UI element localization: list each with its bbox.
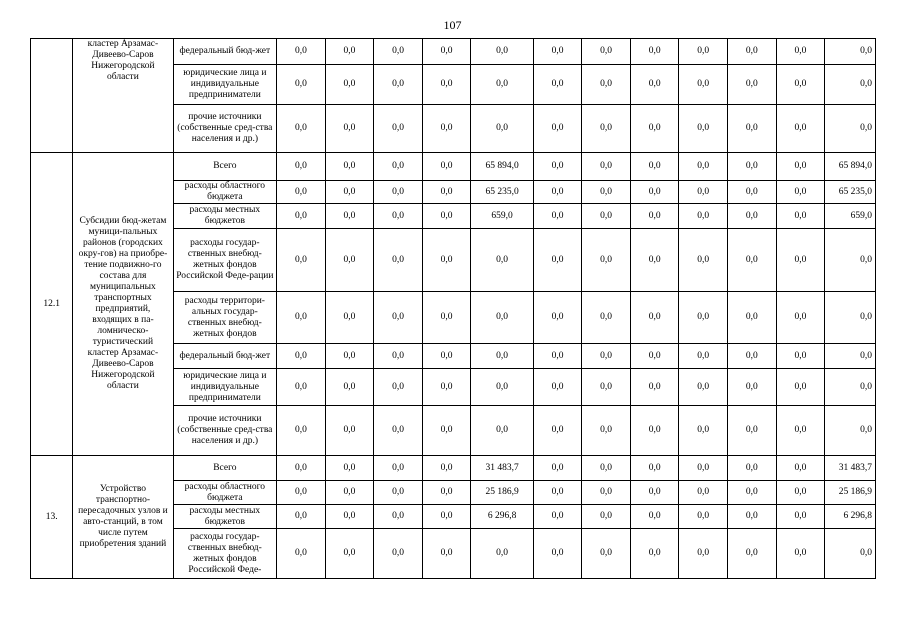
value-cell: 0,0 <box>422 505 471 529</box>
value-cell: 0,0 <box>728 505 777 529</box>
value-cell: 0,0 <box>630 456 679 481</box>
value-cell: 0,0 <box>582 105 631 153</box>
value-cell: 25 186,9 <box>471 481 533 505</box>
value-cell: 0,0 <box>776 344 825 369</box>
value-cell: 0,0 <box>422 229 471 292</box>
value-cell: 0,0 <box>533 204 582 229</box>
value-cell: 0,0 <box>277 181 326 204</box>
value-cell: 0,0 <box>630 39 679 65</box>
value-cell: 0,0 <box>582 204 631 229</box>
value-cell: 0,0 <box>325 369 374 406</box>
value-cell: 6 296,8 <box>471 505 533 529</box>
value-cell: 0,0 <box>533 153 582 181</box>
value-cell: 0,0 <box>776 39 825 65</box>
value-cell: 0,0 <box>728 39 777 65</box>
value-cell: 0,0 <box>374 369 423 406</box>
value-cell: 0,0 <box>679 369 728 406</box>
value-cell: 0,0 <box>582 505 631 529</box>
value-cell: 0,0 <box>325 153 374 181</box>
funding-source-cell: расходы государ-ственных внебюд-жетных фондов Российской Феде- <box>173 529 277 579</box>
value-cell: 0,0 <box>728 204 777 229</box>
value-cell: 0,0 <box>374 529 423 579</box>
value-cell: 0,0 <box>679 456 728 481</box>
value-cell: 0,0 <box>533 39 582 65</box>
value-cell: 0,0 <box>679 406 728 456</box>
value-cell: 0,0 <box>277 229 326 292</box>
value-cell: 0,0 <box>277 105 326 153</box>
value-cell: 0,0 <box>679 505 728 529</box>
value-cell: 0,0 <box>630 369 679 406</box>
value-cell: 0,0 <box>533 505 582 529</box>
value-cell: 0,0 <box>422 406 471 456</box>
value-cell: 0,0 <box>776 204 825 229</box>
value-cell: 0,0 <box>374 229 423 292</box>
value-cell: 0,0 <box>533 481 582 505</box>
value-cell: 0,0 <box>776 481 825 505</box>
value-cell: 0,0 <box>374 153 423 181</box>
value-cell: 0,0 <box>277 505 326 529</box>
value-cell: 0,0 <box>422 65 471 105</box>
value-cell: 0,0 <box>728 181 777 204</box>
value-cell: 0,0 <box>630 505 679 529</box>
value-cell: 0,0 <box>533 181 582 204</box>
value-cell: 0,0 <box>533 369 582 406</box>
value-cell: 0,0 <box>325 529 374 579</box>
value-cell: 0,0 <box>728 406 777 456</box>
value-cell: 0,0 <box>277 456 326 481</box>
value-cell: 0,0 <box>728 65 777 105</box>
value-cell: 0,0 <box>776 229 825 292</box>
value-cell: 0,0 <box>776 292 825 344</box>
funding-source-cell: расходы областного бюджета <box>173 181 277 204</box>
value-cell: 0,0 <box>277 65 326 105</box>
value-cell: 0,0 <box>533 229 582 292</box>
value-cell: 0,0 <box>776 529 825 579</box>
value-cell: 0,0 <box>374 344 423 369</box>
value-cell: 0,0 <box>630 204 679 229</box>
value-cell: 0,0 <box>374 39 423 65</box>
value-cell: 0,0 <box>325 204 374 229</box>
value-cell: 0,0 <box>277 344 326 369</box>
funding-source-cell: расходы областного бюджета <box>173 481 277 505</box>
value-cell: 0,0 <box>679 204 728 229</box>
value-cell: 0,0 <box>325 406 374 456</box>
value-cell: 0,0 <box>374 181 423 204</box>
value-cell: 0,0 <box>825 406 876 456</box>
value-cell: 0,0 <box>422 292 471 344</box>
value-cell: 0,0 <box>422 481 471 505</box>
item-number-cell: 12.1 <box>31 153 73 456</box>
value-cell: 0,0 <box>422 153 471 181</box>
value-cell: 0,0 <box>533 529 582 579</box>
value-cell: 0,0 <box>325 344 374 369</box>
value-cell: 0,0 <box>471 105 533 153</box>
value-cell: 0,0 <box>277 481 326 505</box>
item-number-cell: 13. <box>31 456 73 579</box>
value-cell: 0,0 <box>582 65 631 105</box>
value-cell: 65 235,0 <box>471 181 533 204</box>
value-cell: 0,0 <box>422 105 471 153</box>
value-cell: 0,0 <box>533 65 582 105</box>
item-number-cell <box>31 39 73 153</box>
value-cell: 0,0 <box>776 456 825 481</box>
value-cell: 0,0 <box>325 181 374 204</box>
value-cell: 0,0 <box>374 204 423 229</box>
funding-source-cell: расходы государ-ственных внебюд-жетных фондов Российской Феде-рации <box>173 229 277 292</box>
value-cell: 0,0 <box>582 292 631 344</box>
value-cell: 0,0 <box>325 481 374 505</box>
value-cell: 0,0 <box>679 153 728 181</box>
value-cell: 0,0 <box>471 529 533 579</box>
value-cell: 0,0 <box>422 369 471 406</box>
value-cell: 0,0 <box>325 105 374 153</box>
value-cell: 0,0 <box>277 369 326 406</box>
value-cell: 0,0 <box>582 181 631 204</box>
funding-source-cell: федеральный бюд-жет <box>173 39 277 65</box>
value-cell: 0,0 <box>533 344 582 369</box>
value-cell: 0,0 <box>277 153 326 181</box>
value-cell: 0,0 <box>277 204 326 229</box>
table-row <box>31 456 876 481</box>
value-cell: 0,0 <box>776 65 825 105</box>
value-cell: 0,0 <box>825 105 876 153</box>
value-cell: 0,0 <box>325 505 374 529</box>
value-cell: 0,0 <box>277 406 326 456</box>
funding-source-cell: Всего <box>173 153 277 181</box>
table-row <box>31 39 876 65</box>
value-cell: 0,0 <box>776 105 825 153</box>
value-cell: 0,0 <box>776 505 825 529</box>
value-cell: 0,0 <box>679 65 728 105</box>
value-cell: 0,0 <box>582 369 631 406</box>
page-number: 107 <box>443 18 462 32</box>
value-cell: 0,0 <box>728 481 777 505</box>
value-cell: 0,0 <box>374 481 423 505</box>
value-cell: 0,0 <box>582 344 631 369</box>
value-cell: 0,0 <box>471 65 533 105</box>
value-cell: 0,0 <box>422 344 471 369</box>
value-cell: 0,0 <box>728 344 777 369</box>
value-cell: 0,0 <box>630 406 679 456</box>
value-cell: 0,0 <box>471 406 533 456</box>
value-cell: 0,0 <box>728 456 777 481</box>
value-cell: 25 186,9 <box>825 481 876 505</box>
funding-source-cell: прочие источники (собственные сред-ства населения и др.) <box>173 105 277 153</box>
value-cell: 0,0 <box>325 229 374 292</box>
value-cell: 0,0 <box>582 39 631 65</box>
value-cell: 0,0 <box>630 292 679 344</box>
value-cell: 0,0 <box>679 292 728 344</box>
value-cell: 0,0 <box>582 153 631 181</box>
value-cell: 0,0 <box>728 369 777 406</box>
funding-source-cell: расходы территори-альных государ-ственных внебюд-жетных фондов <box>173 292 277 344</box>
value-cell: 0,0 <box>277 39 326 65</box>
value-cell: 0,0 <box>582 406 631 456</box>
value-cell: 0,0 <box>728 105 777 153</box>
value-cell: 659,0 <box>825 204 876 229</box>
funding-source-cell: расходы местных бюджетов <box>173 204 277 229</box>
value-cell: 0,0 <box>679 229 728 292</box>
value-cell: 0,0 <box>533 292 582 344</box>
value-cell: 0,0 <box>533 105 582 153</box>
value-cell: 0,0 <box>325 292 374 344</box>
value-cell: 0,0 <box>728 229 777 292</box>
value-cell: 0,0 <box>630 344 679 369</box>
funding-source-cell: Всего <box>173 456 277 481</box>
value-cell: 0,0 <box>825 229 876 292</box>
item-description-cell: кластер Арзамас-Дивеево-Саров Нижегородской области <box>73 39 173 153</box>
value-cell: 0,0 <box>630 105 679 153</box>
value-cell: 0,0 <box>776 406 825 456</box>
value-cell: 31 483,7 <box>825 456 876 481</box>
value-cell: 0,0 <box>471 292 533 344</box>
value-cell: 0,0 <box>533 456 582 481</box>
value-cell: 65 235,0 <box>825 181 876 204</box>
item-description-cell: Субсидии бюд-жетам муници-пальных районов (городских окру-гов) на приобре-тение подвижно-го состава для муниципальных транспортных предприятий, входящих в па-ломническо-туристический кластер Арзамас-Дивеево-Саров Нижегородской области <box>73 153 173 456</box>
value-cell: 0,0 <box>582 229 631 292</box>
value-cell: 0,0 <box>422 39 471 65</box>
value-cell: 0,0 <box>422 529 471 579</box>
value-cell: 0,0 <box>471 229 533 292</box>
value-cell: 31 483,7 <box>471 456 533 481</box>
value-cell: 0,0 <box>776 369 825 406</box>
value-cell: 0,0 <box>630 229 679 292</box>
value-cell: 0,0 <box>728 153 777 181</box>
value-cell: 0,0 <box>825 369 876 406</box>
value-cell: 0,0 <box>582 456 631 481</box>
value-cell: 0,0 <box>374 406 423 456</box>
value-cell: 0,0 <box>374 292 423 344</box>
value-cell: 0,0 <box>679 39 728 65</box>
value-cell: 0,0 <box>582 529 631 579</box>
value-cell: 0,0 <box>630 481 679 505</box>
value-cell: 0,0 <box>825 529 876 579</box>
funding-source-cell: федеральный бюд-жет <box>173 344 277 369</box>
value-cell: 0,0 <box>582 481 631 505</box>
value-cell: 0,0 <box>679 529 728 579</box>
value-cell: 0,0 <box>422 204 471 229</box>
value-cell: 0,0 <box>374 65 423 105</box>
value-cell: 0,0 <box>825 292 876 344</box>
budget-table <box>30 38 876 579</box>
value-cell: 0,0 <box>533 406 582 456</box>
value-cell: 0,0 <box>825 344 876 369</box>
value-cell: 65 894,0 <box>471 153 533 181</box>
value-cell: 0,0 <box>776 181 825 204</box>
value-cell: 0,0 <box>471 369 533 406</box>
value-cell: 0,0 <box>374 105 423 153</box>
value-cell: 0,0 <box>825 65 876 105</box>
value-cell: 0,0 <box>374 505 423 529</box>
value-cell: 0,0 <box>325 456 374 481</box>
funding-source-cell: прочие источники (собственные сред-ства населения и др.) <box>173 406 277 456</box>
value-cell: 0,0 <box>679 481 728 505</box>
value-cell: 0,0 <box>422 456 471 481</box>
value-cell: 0,0 <box>471 39 533 65</box>
value-cell: 0,0 <box>471 344 533 369</box>
value-cell: 0,0 <box>277 292 326 344</box>
value-cell: 0,0 <box>325 65 374 105</box>
table-row <box>31 153 876 181</box>
value-cell: 0,0 <box>325 39 374 65</box>
value-cell: 6 296,8 <box>825 505 876 529</box>
value-cell: 0,0 <box>422 181 471 204</box>
value-cell: 0,0 <box>728 292 777 344</box>
value-cell: 0,0 <box>277 529 326 579</box>
value-cell: 0,0 <box>679 181 728 204</box>
funding-source-cell: юридические лица и индивидуальные предприниматели <box>173 65 277 105</box>
item-description-cell: Устройство транспортно-пересадочных узлов и авто-станций, в том числе путем приобретения зданий <box>73 456 173 579</box>
value-cell: 0,0 <box>630 153 679 181</box>
value-cell: 0,0 <box>630 529 679 579</box>
value-cell: 0,0 <box>630 65 679 105</box>
value-cell: 0,0 <box>630 181 679 204</box>
value-cell: 659,0 <box>471 204 533 229</box>
value-cell: 0,0 <box>776 153 825 181</box>
value-cell: 0,0 <box>825 39 876 65</box>
funding-source-cell: расходы местных бюджетов <box>173 505 277 529</box>
value-cell: 0,0 <box>679 344 728 369</box>
value-cell: 0,0 <box>728 529 777 579</box>
value-cell: 0,0 <box>679 105 728 153</box>
value-cell: 0,0 <box>374 456 423 481</box>
value-cell: 65 894,0 <box>825 153 876 181</box>
funding-source-cell: юридические лица и индивидуальные предприниматели <box>173 369 277 406</box>
